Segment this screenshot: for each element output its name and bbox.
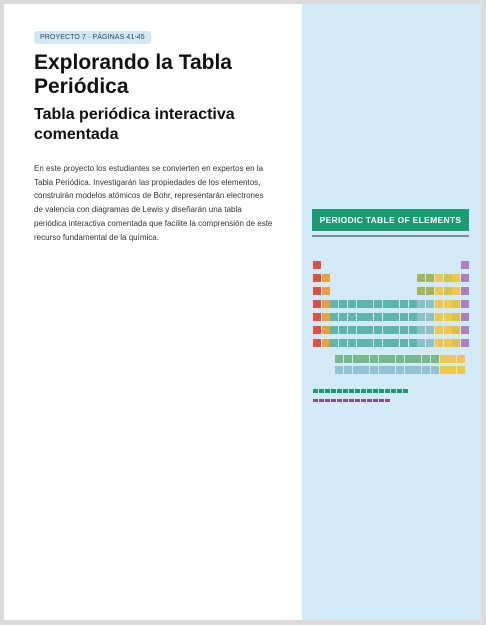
element-cell [461,339,469,347]
legend-marker [343,389,348,393]
element-cell [391,326,399,334]
element-cell [322,287,330,295]
element-cell [357,339,365,347]
element-cell [330,326,338,334]
element-cell [322,339,330,347]
element-cell [353,355,361,363]
element-cell [339,313,347,321]
element-cell [452,300,460,308]
element-cell [353,366,361,374]
element-cell [457,355,465,363]
element-cell [426,326,434,334]
element-cell [400,339,408,347]
element-cell [444,313,452,321]
element-cell [370,355,378,363]
element-cell [426,313,434,321]
element-cell [348,339,356,347]
element-cell [374,300,382,308]
element-cell [448,355,456,363]
element-cell [330,300,338,308]
body-paragraph: En este proyecto los estudiantes se convierten en expertos en la Tabla Periódica. Investigarán las propiedades de los elementos, construirán modelos atómicos de Bohr, representarán electrones de valencia con diagramas de Lewis y diseñarán una tabla periódica interactiva comentada que facilite la comprensión de este recurso fundamental de la química. [34,164,273,242]
element-cell [313,339,321,347]
element-cell [431,355,439,363]
text-column [34,26,274,244]
element-cell [313,261,321,269]
element-cell [426,274,434,282]
legend-marker [361,399,366,402]
legend-marker [367,399,372,402]
element-cell [391,313,399,321]
legend-marker [355,399,360,402]
element-cell [330,313,338,321]
element-cell [452,287,460,295]
element-cell [444,287,452,295]
element-cell [426,300,434,308]
element-cell [461,274,469,282]
legend-marker [349,389,354,393]
element-cell [422,355,430,363]
element-cell [444,326,452,334]
element-cell [435,300,443,308]
element-cell [322,326,330,334]
element-cell [387,355,395,363]
element-cell [335,366,343,374]
element-cell [357,326,365,334]
element-cell [322,300,330,308]
element-cell [461,326,469,334]
legend-marker [379,399,384,402]
element-cell [461,313,469,321]
element-cell [396,355,404,363]
legend-marker [391,389,396,393]
legend-marker [337,389,342,393]
element-cell [417,313,425,321]
element-cell [313,313,321,321]
legend-marker [331,389,336,393]
element-cell [396,366,404,374]
element-cell [452,326,460,334]
element-cell [440,355,448,363]
legend-marker [385,389,390,393]
element-cell [440,366,448,374]
legend-marker [355,389,360,393]
element-cell [461,261,469,269]
legend-marker [325,399,330,402]
element-cell [413,355,421,363]
element-cell [365,339,373,347]
element-cell [405,355,413,363]
legend-marker [325,389,330,393]
element-cell [357,313,365,321]
element-cell [400,313,408,321]
legend-marker [373,399,378,402]
element-cell [365,300,373,308]
element-cell [409,339,417,347]
element-cell [452,313,460,321]
element-cell [348,300,356,308]
element-cell [422,366,430,374]
element-cell [435,287,443,295]
legend-marker [313,389,318,393]
element-cell [313,300,321,308]
element-cell [409,326,417,334]
legend-marker [313,399,318,402]
element-cell [461,300,469,308]
legend-marker [319,389,324,393]
element-cell [370,366,378,374]
element-cell [313,274,321,282]
element-cell [400,300,408,308]
element-cell [365,326,373,334]
poster-title-bar [312,209,469,231]
element-cell [335,355,343,363]
element-cell [405,366,413,374]
element-cell [435,274,443,282]
element-cell [431,366,439,374]
element-cell [417,300,425,308]
element-cell [344,366,352,374]
element-cell [409,313,417,321]
legend-marker [403,389,408,393]
element-cell [383,326,391,334]
element-cell [357,300,365,308]
poster-panel [302,4,481,620]
legend-marker [397,389,402,393]
legend-marker [331,399,336,402]
element-cell [339,326,347,334]
element-cell [339,300,347,308]
legend-marker [361,389,366,393]
element-cell [435,313,443,321]
element-cell [426,339,434,347]
element-cell [391,300,399,308]
element-cell [435,326,443,334]
project-badge: PROYECTO 7 · PÁGINAS 41-45 [34,31,151,44]
element-cell [461,287,469,295]
element-cell [417,339,425,347]
element-cell [391,339,399,347]
element-cell [348,313,356,321]
document-page [4,4,481,620]
element-cell [444,339,452,347]
element-cell [448,366,456,374]
element-cell [374,313,382,321]
element-cell [400,326,408,334]
element-cell [409,300,417,308]
legend-marker [379,389,384,393]
poster-title: PERIODIC TABLE OF ELEMENTS [319,215,462,225]
element-cell [417,326,425,334]
element-cell [435,339,443,347]
element-cell [413,366,421,374]
page-subtitle: Tabla periódica interactiva comentada [34,106,235,143]
element-cell [365,313,373,321]
legend-marker [373,389,378,393]
element-cell [361,366,369,374]
element-cell [348,326,356,334]
element-cell [383,339,391,347]
element-cell [444,274,452,282]
element-cell [383,300,391,308]
legend-marker [385,399,390,402]
element-cell [344,355,352,363]
legend-marker [319,399,324,402]
element-cell [379,355,387,363]
element-cell [322,274,330,282]
legend-marker [349,399,354,402]
element-cell [361,355,369,363]
element-cell [313,326,321,334]
poster-divider [312,235,469,237]
element-cell [417,274,425,282]
legend-marker [343,399,348,402]
element-cell [374,339,382,347]
element-cell [452,274,460,282]
element-cell [383,313,391,321]
element-cell [313,287,321,295]
element-cell [426,287,434,295]
page-title: Explorando la Tabla Periódica [34,51,232,98]
element-cell [330,339,338,347]
element-cell [417,287,425,295]
element-cell [339,339,347,347]
legend-marker [337,399,342,402]
element-cell [452,339,460,347]
legend-marker [367,389,372,393]
element-cell [387,366,395,374]
element-cell [444,300,452,308]
element-cell [322,313,330,321]
element-cell [379,366,387,374]
element-cell [457,366,465,374]
element-cell [374,326,382,334]
